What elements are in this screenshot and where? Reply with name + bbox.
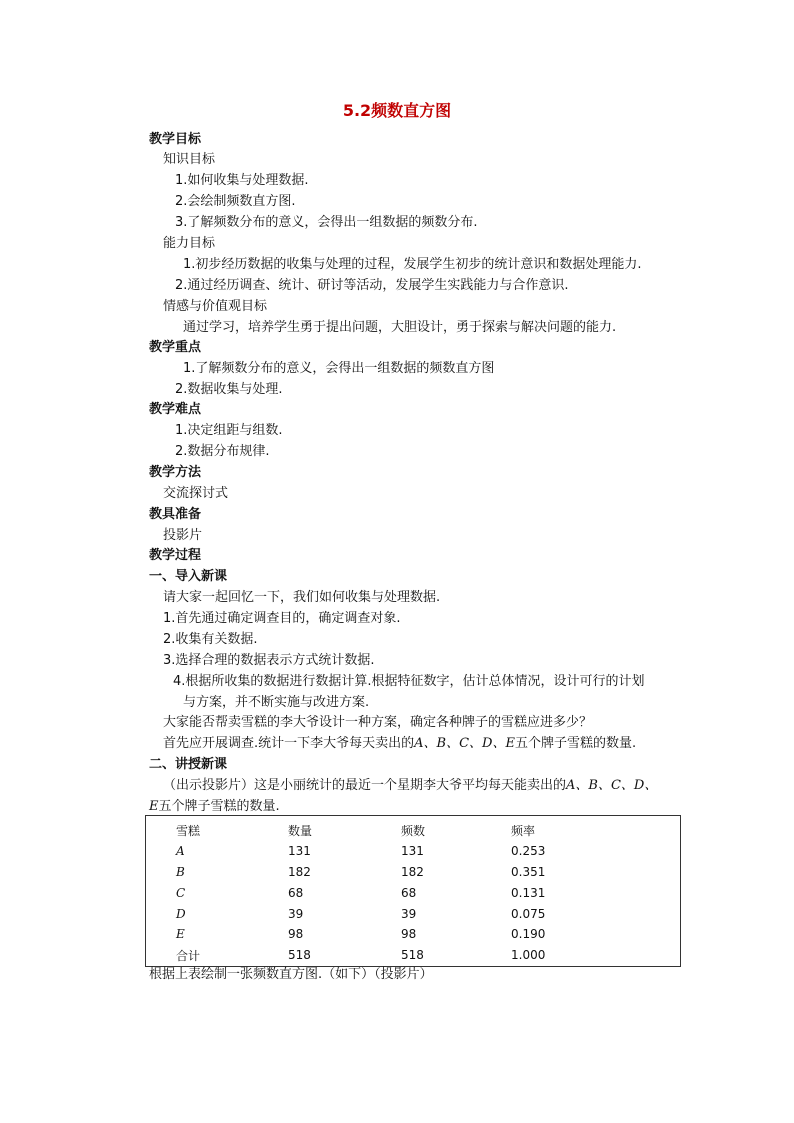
- table-cell: C: [176, 885, 186, 900]
- list-item-continuation: 与方案，并不断实施与改进方案.: [183, 695, 370, 710]
- list-item: 2.收集有关数据.: [163, 632, 258, 647]
- table-header-row: [146, 816, 681, 841]
- table-cell: 518: [401, 948, 424, 963]
- table-row: [146, 862, 681, 883]
- table-cell: 39: [288, 906, 304, 921]
- paragraph: 投影片: [163, 528, 203, 543]
- text: 五个牌子雪糕的数量.: [158, 799, 280, 814]
- heading-new-lesson: 二、讲授新课: [149, 757, 228, 772]
- list-item: 2.通过经历调查、统计、研讨等活动，发展学生实践能力与合作意识.: [175, 278, 569, 293]
- list-item: 2.数据收集与处理.: [175, 382, 283, 397]
- table-row: [146, 841, 681, 862]
- table-row: [146, 924, 681, 945]
- table-cell: 182: [288, 864, 311, 879]
- table-cell: 39: [401, 906, 417, 921]
- table-cell: 合计: [176, 948, 201, 963]
- heading-teaching-process: 教学过程: [149, 548, 202, 563]
- table-row: [146, 882, 681, 903]
- table-cell: 68: [288, 885, 304, 900]
- paragraph: 请大家一起回忆一下，我们如何收集与处理数据.: [163, 590, 441, 605]
- table-row: [146, 903, 681, 924]
- paragraph: [149, 798, 280, 816]
- list-item: 4.根据所收集的数据进行数据计算.根据特征数字，估计总体情况，设计可行的计划: [173, 674, 645, 689]
- table-row: [146, 945, 681, 966]
- table-cell: E: [176, 927, 185, 942]
- table-cell: 68: [401, 885, 417, 900]
- heading-intro: 一、导入新课: [149, 569, 228, 584]
- document-title: 5.2频数直方图: [342, 101, 452, 120]
- list-item: 1.决定组距与组数.: [175, 423, 283, 438]
- list-item: 2.数据分布规律.: [175, 444, 270, 459]
- table-cell: 98: [288, 927, 304, 942]
- list-item: 2.会绘制频数直方图.: [175, 194, 296, 209]
- table-cell: 518: [288, 948, 311, 963]
- frequency-table: [145, 815, 681, 967]
- paragraph: 大家能否帮卖雪糕的李大爷设计一种方案，确定各种牌子的雪糕应进多少？: [163, 715, 593, 730]
- paragraph: 根据上表绘制一张频数直方图.（如下）（投影片）: [149, 967, 433, 982]
- table-header: 频率: [511, 823, 536, 838]
- table-cell: 0.253: [511, 844, 546, 859]
- table-cell: 98: [401, 927, 417, 942]
- heading-teaching-aids: 教具准备: [149, 507, 202, 522]
- table-cell: 0.131: [511, 885, 546, 900]
- heading-difficulties: 教学难点: [149, 402, 202, 417]
- table-cell: 1.000: [511, 948, 546, 963]
- text: 五个牌子雪糕的数量.: [514, 736, 637, 751]
- heading-methods: 教学方法: [149, 465, 202, 480]
- list-item: 3.选择合理的数据表示方式统计数据.: [163, 653, 375, 668]
- table-header: 频数: [401, 823, 426, 838]
- table-cell: 182: [401, 864, 424, 879]
- subheading-ability-goals: 能力目标: [163, 236, 216, 251]
- paragraph: 交流探讨式: [163, 486, 229, 501]
- table-cell: 0.351: [511, 864, 546, 879]
- heading-key-points: 教学重点: [149, 340, 202, 355]
- paragraph: [163, 735, 636, 753]
- text: A、B、C、D、: [566, 778, 658, 793]
- table-cell: 131: [288, 844, 311, 859]
- subheading-knowledge-goals: 知识目标: [163, 152, 216, 167]
- table-cell: B: [176, 864, 185, 879]
- list-item: 1.如何收集与处理数据.: [175, 173, 309, 188]
- text: E: [149, 799, 159, 814]
- list-item: 1.了解频数分布的意义，会得出一组数据的频数直方图: [183, 361, 495, 376]
- subheading-emotion-goals: 情感与价值观目标: [163, 299, 268, 314]
- heading-teaching-goals: 教学目标: [149, 132, 202, 147]
- text: 首先应开展调查.统计一下李大爷每天卖出的: [163, 736, 415, 751]
- table-cell: 131: [401, 844, 424, 859]
- table-header: 雪糕: [176, 823, 201, 838]
- list-item: 1.初步经历数据的收集与处理的过程，发展学生初步的统计意识和数据处理能力.: [183, 257, 642, 272]
- list-item: 1.首先通过确定调查目的，确定调查对象.: [163, 611, 401, 626]
- paragraph: [163, 777, 657, 795]
- text: A、B、C、D、E: [414, 736, 515, 751]
- table-header: 数量: [288, 823, 313, 838]
- table-cell: D: [176, 906, 186, 921]
- text: （出示投影片）这是小丽统计的最近一个星期李大爷平均每天能卖出的: [163, 778, 567, 793]
- list-item: 3.了解频数分布的意义，会得出一组数据的频数分布.: [175, 215, 478, 230]
- table-cell: 0.190: [511, 927, 546, 942]
- table-cell: 0.075: [511, 906, 546, 921]
- table-cell: A: [176, 844, 185, 859]
- paragraph: 通过学习，培养学生勇于提出问题，大胆设计，勇于探索与解决问题的能力.: [183, 320, 617, 335]
